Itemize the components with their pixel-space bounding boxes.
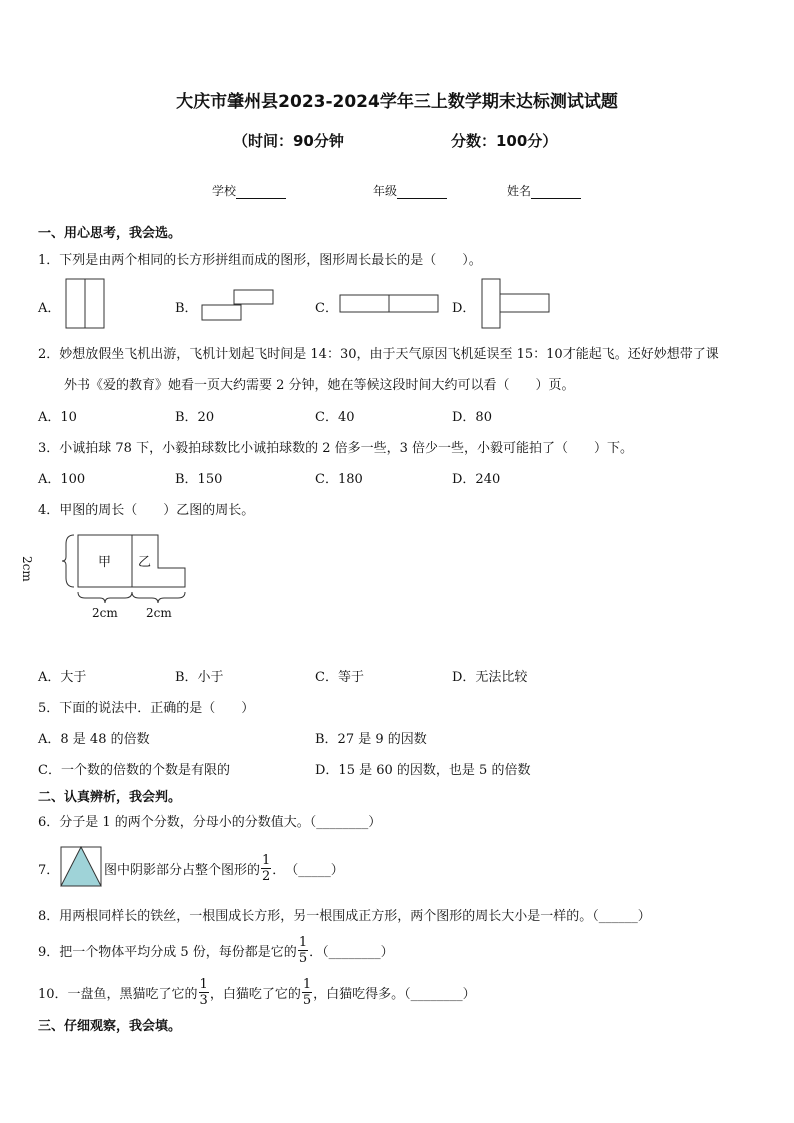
q10-frac2-den: 5	[302, 992, 312, 1008]
q3-option-b[interactable]: B．150	[175, 472, 223, 487]
q4-dim-bottom-1: 2cm	[92, 606, 118, 620]
name-blank[interactable]	[531, 186, 581, 199]
q4-figure	[40, 530, 200, 630]
score-label: 分数：100分）	[451, 132, 558, 150]
q9-text: 9．把一个物体平均分成 5 份，每份都是它的	[38, 944, 297, 960]
q4-option-a[interactable]: A．大于	[38, 670, 87, 685]
q10-fraction-2	[302, 977, 312, 1008]
page-title: 大庆市肇州县2023-2024学年三上数学期末达标测试试题	[176, 92, 618, 112]
time-label: （时间：90分钟	[233, 132, 344, 150]
name-field[interactable]	[507, 182, 581, 199]
q10-row	[38, 972, 476, 1012]
q1-figure-c	[339, 294, 441, 314]
q8-text: 8．用两根同样长的铁丝，一根围成长方形，另一根围成正方形，两个图形的周长大小是一样的。（______）	[38, 909, 651, 924]
section3-heading: 三、仔细观察，我会填。	[38, 1019, 182, 1034]
q4-brace-bottom-1	[78, 592, 132, 603]
q7-frac-den: 2	[262, 868, 271, 884]
q4-brace-bottom-2	[132, 592, 185, 603]
q4-option-c[interactable]: C．等于	[315, 670, 364, 685]
q1-option-c[interactable]: C．	[315, 301, 338, 316]
q4-option-b[interactable]: B．小于	[175, 670, 224, 685]
q1-figure-b	[201, 289, 275, 323]
q1-text: 1．下列是由两个相同的长方形拼组而成的图形，图形周长最长的是（ ）。	[38, 253, 482, 268]
grade-field[interactable]	[373, 182, 447, 199]
q1-option-a[interactable]: A．	[38, 301, 61, 316]
q2-line2: 外书《爱的教育》她看一页大约需要 2 分钟，她在等候这段时间大约可以看（ ）页。	[64, 378, 575, 393]
grade-label: 年级	[373, 184, 398, 198]
q10-frac1-num: 1	[199, 976, 208, 992]
q1-option-b[interactable]: B．	[175, 301, 198, 316]
q7-text: 图中阴影部分占整个图形的	[104, 862, 261, 878]
q4-text: 4．甲图的周长（ ）乙图的周长。	[38, 503, 255, 518]
q3-option-c[interactable]: C．180	[315, 472, 363, 487]
school-blank[interactable]	[236, 186, 286, 199]
q7-triangle-figure	[60, 846, 102, 888]
q7-number: 7．	[38, 863, 60, 878]
q4-label-yi: 乙	[138, 555, 152, 570]
q1-figure-a	[65, 278, 107, 330]
q3-option-a[interactable]: A．100	[38, 472, 86, 487]
q1-option-d[interactable]: D．	[452, 301, 476, 316]
q2-line1: 2．妙想放假坐飞机出游，飞机计划起飞时间是 14：30，由于天气原因飞机延误至 15：10才能起飞。还好妙想带了课	[38, 347, 719, 362]
q5-option-d[interactable]: D．15 是 60 的因数，也是 5 的倍数	[315, 763, 531, 778]
q6-text: 6．分子是 1 的两个分数，分母小的分数值大。（________）	[38, 815, 382, 830]
q9-frac-num: 1	[298, 934, 308, 950]
q5-text: 5．下面的说法中．正确的是（ ）	[38, 701, 255, 716]
q7-tail: ． （_____）	[272, 862, 344, 878]
q9-frac-den: 5	[298, 950, 308, 966]
q2-option-a[interactable]: A．10	[38, 410, 77, 425]
q5-option-c[interactable]: C．一个数的倍数的个数是有限的	[38, 763, 230, 778]
q4-brace-left	[62, 535, 74, 587]
section1-heading: 一、用心思考，我会选。	[38, 226, 182, 241]
school-field[interactable]	[212, 182, 286, 199]
q5-option-b[interactable]: B．27 是 9 的因数	[315, 732, 427, 747]
q4-option-d[interactable]: D．无法比较	[452, 670, 528, 685]
q10-text: 10．一盘鱼，黑猫吃了它的	[38, 986, 198, 1002]
q4-dim-left: 2cm	[20, 556, 34, 582]
q10-mid: ，白猫吃了它的	[209, 986, 301, 1002]
q10-frac1-den: 3	[199, 992, 208, 1008]
school-label: 学校	[212, 184, 237, 198]
q9-row	[38, 930, 394, 970]
q2-option-b[interactable]: B．20	[175, 410, 215, 425]
q9-fraction	[298, 935, 308, 966]
q4-dim-bottom-2: 2cm	[146, 606, 172, 620]
q10-tail: ，白猫吃得多。（________）	[313, 986, 476, 1002]
q3-text: 3．小诚拍球 78 下，小毅拍球数比小诚拍球数的 2 倍多一些，3 倍少一些，小毅可能拍了（ ）下。	[38, 441, 634, 456]
q10-fraction-1	[199, 977, 209, 1008]
q4-label-jia: 甲	[98, 555, 112, 570]
q2-option-d[interactable]: D．80	[452, 410, 492, 425]
q10-frac2-num: 1	[302, 976, 312, 992]
q2-option-c[interactable]: C．40	[315, 410, 355, 425]
section2-heading: 二、认真辨析，我会判。	[38, 790, 182, 805]
grade-blank[interactable]	[397, 186, 447, 199]
q1-figure-d	[481, 278, 553, 330]
q9-tail: ．（________）	[309, 944, 394, 960]
name-label: 姓名	[507, 184, 532, 198]
q7-frac-num: 1	[262, 852, 271, 868]
q7-fraction	[261, 853, 271, 884]
q7-row	[104, 848, 344, 888]
q5-option-a[interactable]: A．8 是 48 的倍数	[38, 732, 150, 747]
q3-option-d[interactable]: D．240	[452, 472, 501, 487]
